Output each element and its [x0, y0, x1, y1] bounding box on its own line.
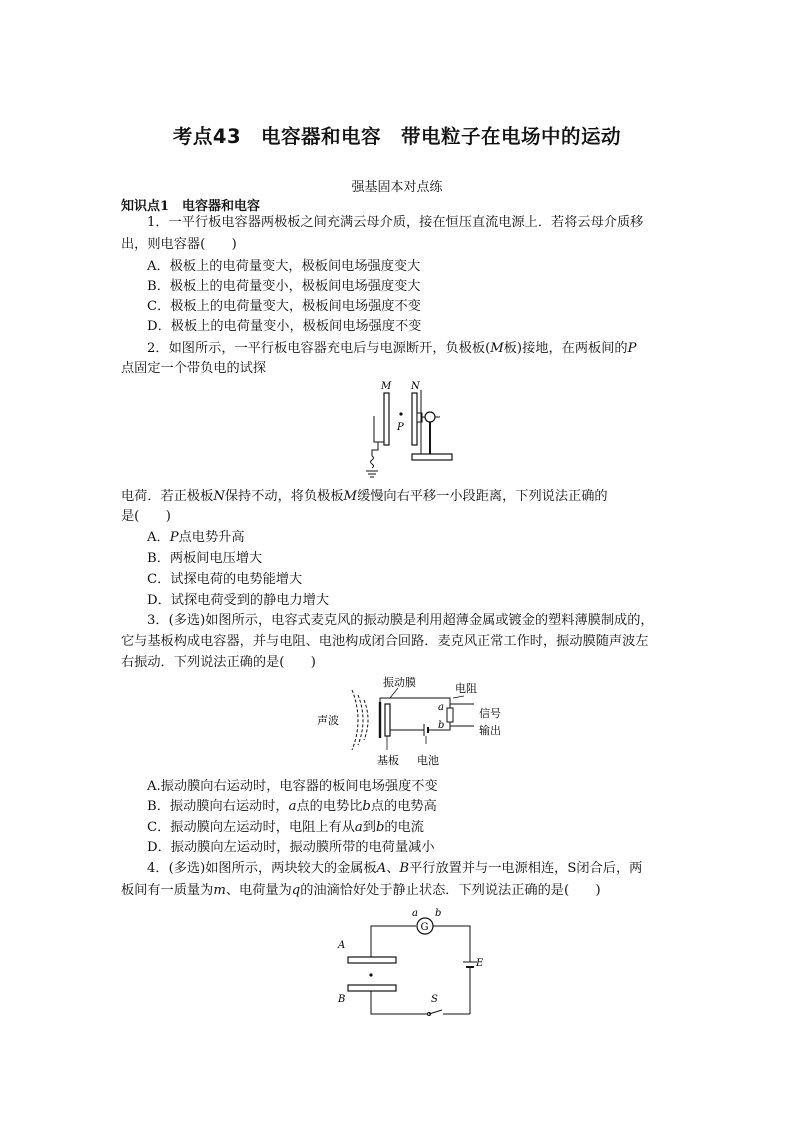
q4-plate-b — [348, 985, 396, 991]
q4-fig-label-b: b — [435, 908, 442, 919]
page-title: 考点43 电容器和电容 带电粒子在电场中的运动 — [172, 125, 622, 148]
q2-option-a: A．P点电势升高 — [147, 530, 245, 545]
q4-switch — [429, 1010, 442, 1014]
q2-option-c: C．试探电荷的电势能增大 — [147, 572, 303, 587]
q3-option-a: A.振动膜向右运动时，电容器的板间电场强度不变 — [147, 779, 438, 794]
q1-stem-line-1: 1．一平行板电容器两极板之间充满云母介质，接在恒压直流电源上．若将云母介质移 — [147, 215, 644, 230]
q3-fig-label-sound: 声波 — [317, 714, 339, 727]
q4-fig-label-plate-b: B — [338, 994, 346, 1005]
q4-fig-label-g: G — [420, 922, 429, 933]
q2-stem-line-3: 电荷．若正极板N保持不动，将负极板M缓慢向右平移一小段距离，下列说法正确的 — [121, 489, 608, 504]
q3-stem-line-1: 3．(多选)如图所示，电容式麦克风的振动膜是利用超薄金属或镀金的塑料薄膜制成的， — [147, 613, 654, 628]
q2-fig-label-n: N — [411, 381, 420, 392]
q4-stem-line-1: 4．(多选)如图所示，两块较大的金属板A、B平行放置并与一电源相连，S闭合后，两 — [147, 861, 643, 876]
q2-option-b: B．两板间电压增大 — [147, 551, 263, 566]
q2-stem-line-1: 2．如图所示，一平行板电容器充电后与电源断开，负极板(M板)接地，在两板间的P — [147, 341, 637, 356]
q2-option-d: D．试探电荷受到的静电力增大 — [147, 593, 330, 608]
q3-base-plate — [385, 704, 390, 736]
q2-plate-m — [384, 393, 389, 445]
q3-fig-label-signal: 信号 — [479, 707, 501, 720]
q3-fig-label-battery: 电池 — [417, 754, 439, 767]
section-heading: 强基固本对点练 — [351, 180, 443, 195]
q1-option-b: B．极板上的电荷量变小，极板间电场强度变大 — [147, 279, 421, 294]
q4-plate-a — [348, 957, 396, 963]
q1-option-a: A．极板上的电荷量变大，极板间电场强度变大 — [147, 259, 421, 274]
q2-point-p — [399, 412, 402, 415]
q1-option-c: C．极板上的电荷量变大，极板间电场强度不变 — [147, 299, 421, 314]
q3-fig-label-b: b — [438, 720, 445, 731]
q1-stem-line-2: 出，则电容器( ) — [121, 237, 237, 252]
q2-capacitor-figure — [350, 378, 460, 484]
q3-stem-line-2: 它与基板构成电容器，并与电阻、电池构成闭合回路．麦克风正常工作时，振动膜随声波左 — [121, 634, 649, 649]
q3-resistor — [447, 708, 453, 722]
q4-circuit-figure — [330, 902, 490, 1022]
q2-stem-line-2: 点固定一个带负电的试探 — [121, 361, 267, 376]
q2-fig-label-m: M — [381, 381, 392, 392]
q4-fig-label-plate-a: A — [338, 940, 346, 951]
q2-plate-n — [412, 393, 417, 445]
q3-option-b: B．振动膜向右运动时，a点的电势比b点的电势高 — [147, 799, 437, 814]
q3-microphone-figure — [314, 674, 514, 770]
q2-stand-base — [412, 454, 452, 460]
q4-fig-label-s: S — [431, 994, 438, 1005]
q3-fig-label-resistor: 电阻 — [455, 682, 477, 695]
q4-stem-line-2: 板间有一质量为m、电荷量为q的油滴恰好处于静止状态．下列说法正确的是( ) — [121, 883, 601, 898]
q2-plate-m-holder — [374, 416, 384, 442]
q3-fig-label-a: a — [438, 702, 444, 713]
q4-fig-label-e: E — [476, 958, 484, 969]
q3-option-c: C．振动膜向左运动时，电阻上有从a到b的电流 — [147, 820, 424, 835]
q3-stem-line-3: 右振动．下列说法正确的是( ) — [121, 655, 316, 670]
knowledge-point-heading: 知识点1 电容器和电容 — [121, 199, 261, 214]
q3-fig-label-output: 输出 — [479, 724, 501, 737]
q3-option-d: D．振动膜向左运动时，振动膜所带的电荷量减小 — [147, 840, 435, 855]
q2-stem-line-4: 是( ) — [121, 509, 171, 524]
q3-fig-label-base: 基板 — [377, 754, 399, 767]
q2-fig-label-p: P — [397, 422, 404, 433]
q4-oil-drop — [369, 973, 372, 976]
q3-fig-label-membrane: 振动膜 — [383, 676, 416, 689]
q4-fig-label-a: a — [412, 908, 418, 919]
q1-option-d: D．极板上的电荷量变小，极板间电场强度不变 — [147, 319, 422, 334]
